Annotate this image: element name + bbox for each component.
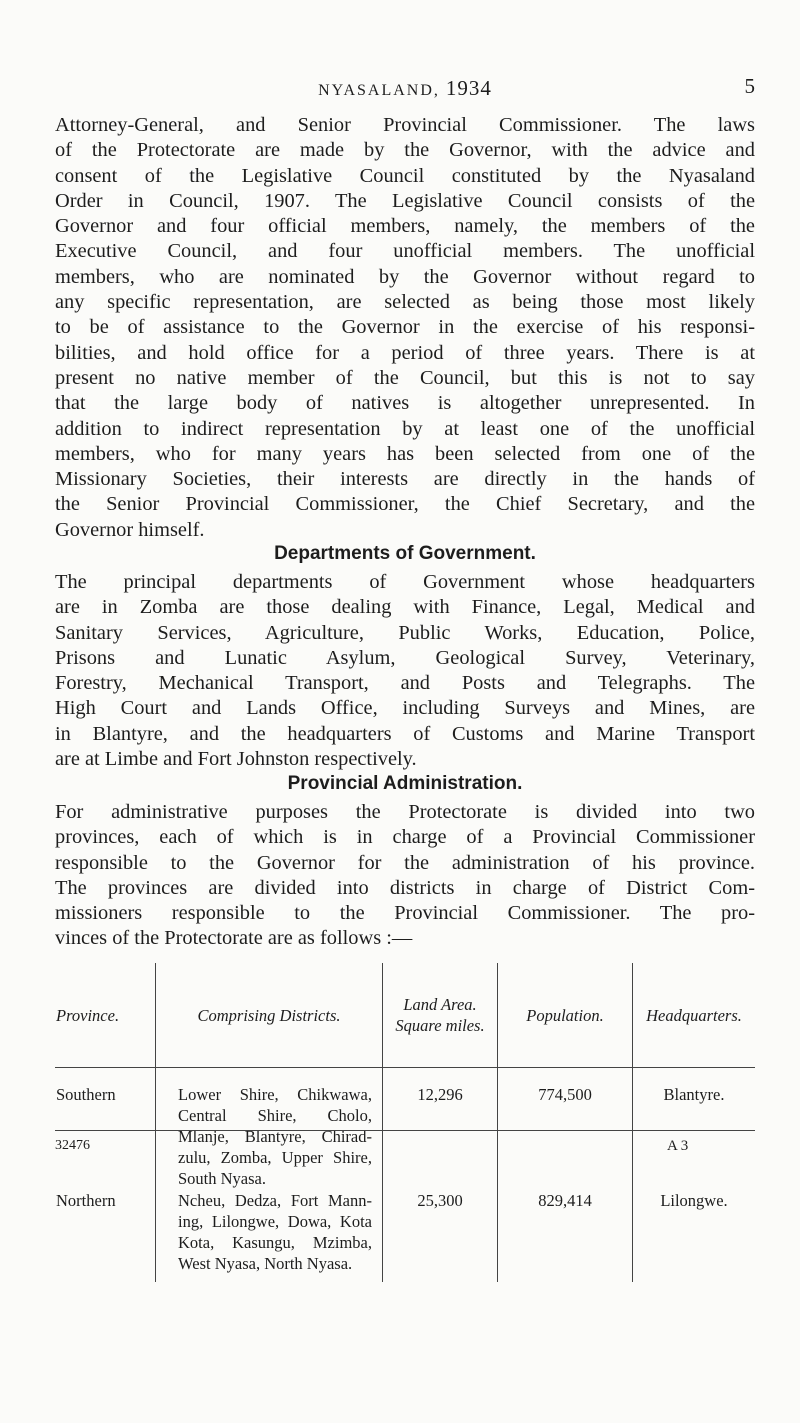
cell-province: Southern (56, 1085, 116, 1104)
text-line: any specific representation, are selected as being those most likely (55, 291, 755, 314)
text-line: members, who for many years has been selected from one of the (55, 442, 755, 465)
signature-mark: A 3 (667, 1138, 689, 1154)
cell-headquarters: Lilongwe. (633, 1190, 756, 1282)
paragraph-departments (55, 570, 755, 772)
text-line: Sanitary Services, Agriculture, Public Works, Education, Police, (55, 621, 755, 644)
text-line: High Court and Lands Office, including Surveys and Mines, are (55, 697, 755, 720)
text-line: provinces, each of which is in charge of a Provincial Commissioner (55, 826, 755, 849)
provinces-table (55, 963, 755, 1282)
text-line: missioners responsible to the Provincial Commissioner. The pro- (55, 902, 755, 925)
column-header-population: Population. (498, 963, 633, 1068)
text-line: present no native member of the Council, but this is not to say (55, 366, 755, 389)
text-line: consent of the Legislative Council constituted by the Nyasaland (55, 164, 755, 187)
cell-population: 829,414 (498, 1190, 633, 1282)
text-line: are in Zomba are those dealing with Finance, Legal, Medical and (55, 596, 755, 619)
text-line: The principal departments of Government whose headquarters (55, 571, 755, 593)
table-row (55, 1068, 755, 1191)
table-bottom-rule (55, 1130, 755, 1131)
text-line: responsible to the Governor for the administration of his province. (55, 851, 755, 874)
page-number: 5 (744, 74, 755, 98)
column-header-land-area-line1: Land Area. (403, 995, 477, 1014)
text-line: the Senior Provincial Commissioner, the Chief Secretary, and the (55, 493, 755, 516)
text-line: addition to indirect representation by at least one of the unofficial (55, 417, 755, 440)
section-heading-departments: Departments of Government. (274, 543, 536, 564)
cell-land-area: 25,300 (383, 1190, 498, 1282)
cell-headquarters: Blantyre. (633, 1068, 756, 1191)
print-number: 32476 (55, 1138, 90, 1153)
text-line: members, who are nominated by the Governor without regard to (55, 265, 755, 288)
column-header-headquarters: Headquarters. (633, 963, 756, 1068)
running-head-year: 1934 (445, 76, 492, 100)
cell-province: Northern (56, 1191, 116, 1210)
text-line: bilities, and hold office for a period of three years. There is at (55, 341, 755, 364)
text-line: to be of assistance to the Governor in the exercise of his responsi- (55, 316, 755, 339)
text-line: Executive Council, and four unofficial members. The unofficial (55, 240, 755, 263)
text-line: For administrative purposes the Protectorate is divided into two (55, 801, 755, 823)
column-header-province: Province. (55, 963, 156, 1068)
cell-districts: Ncheu, Dedza, Fort Mann-ing, Lilongwe, Dowa, Kota Kota, Kasungu, Mzimba, West Nyasa, North Nyasa. (156, 1190, 383, 1282)
column-header-districts: Comprising Districts. (156, 963, 383, 1068)
paragraph-provincial-administration (55, 800, 755, 952)
text-line: vinces of the Protectorate are as follows :— (55, 927, 413, 950)
paragraph-legislative-council (55, 113, 755, 543)
table-header-row (55, 963, 755, 1068)
running-head-title (55, 76, 755, 101)
column-header-land-area (383, 963, 498, 1068)
table-row (55, 1190, 755, 1282)
text-line: are at Limbe and Fort Johnston respectively. (55, 748, 417, 771)
text-line: Forestry, Mechanical Transport, and Posts and Telegraphs. The (55, 672, 755, 695)
cell-population: 774,500 (498, 1068, 633, 1191)
text-line: The provinces are divided into districts in charge of District Com- (55, 876, 755, 899)
text-line: that the large body of natives is altogether unrepresented. In (55, 392, 755, 415)
running-head-country: NYASALAND, (318, 82, 440, 99)
text-line: Governor himself. (55, 518, 205, 541)
cell-land-area: 12,296 (383, 1068, 498, 1191)
text-line: of the Protectorate are made by the Governor, with the advice and (55, 139, 755, 162)
running-head (55, 74, 755, 104)
text-line: Prisons and Lunatic Asylum, Geological Survey, Veterinary, (55, 646, 755, 669)
text-line: Missionary Societies, their interests are directly in the hands of (55, 468, 755, 491)
text-line: in Blantyre, and the headquarters of Customs and Marine Transport (55, 722, 755, 745)
text-line: Governor and four official members, namely, the members of the (55, 215, 755, 238)
column-header-land-area-line2: Square miles. (395, 1016, 485, 1035)
section-heading-provincial-administration: Provincial Administration. (287, 773, 523, 794)
text-line: Order in Council, 1907. The Legislative Council consists of the (55, 189, 755, 212)
cell-districts: Lower Shire, Chikwawa, Central Shire, Cholo, Mlanje, Blantyre, Chirad-zulu, Zomba, Upper Shire, South Nyasa. (156, 1068, 383, 1191)
text-line: Attorney-General, and Senior Provincial Commissioner. The laws (55, 114, 755, 136)
